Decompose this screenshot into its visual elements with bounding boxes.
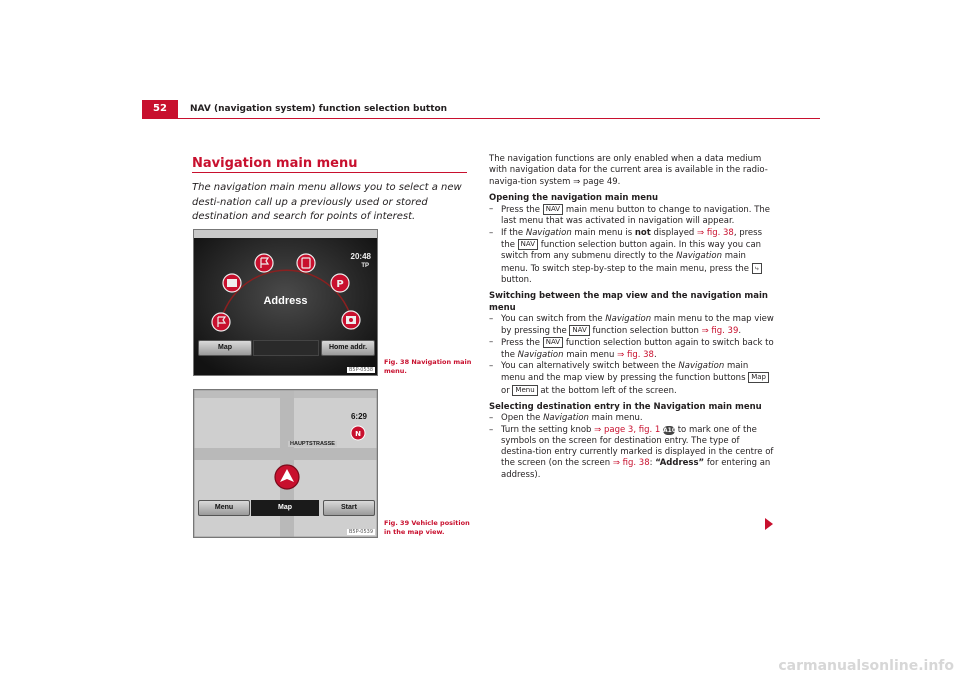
- list-item: – Open the Navigation main menu.: [489, 413, 774, 424]
- list-item: – You can alternatively switch between the Navigation main menu and the map view by pressing the function buttons Map or Menu at the bottom left of the screen.: [489, 361, 774, 397]
- svg-text:P: P: [336, 279, 344, 290]
- watermark: carmanualsonline.info: [778, 658, 954, 674]
- vehicle-position-icon: [275, 465, 299, 489]
- page-number: 52: [142, 100, 178, 118]
- poi-icon[interactable]: [297, 254, 315, 272]
- nav-key: NAV: [543, 337, 563, 348]
- camera-icon[interactable]: [342, 311, 360, 329]
- north-icon: [351, 426, 365, 440]
- start-button[interactable]: Start: [323, 500, 375, 516]
- subheading: Switching between the map view and the navigation main menu: [489, 291, 768, 313]
- running-title: NAV (navigation system) function selection button: [190, 104, 448, 114]
- address-label: Address: [263, 295, 308, 307]
- map-view-label: Map: [251, 500, 319, 516]
- page-link[interactable]: ⇒ page 3, fig. 1: [594, 424, 661, 435]
- fig-38-navigation-main-menu: [193, 229, 378, 376]
- back-key-icon: ⤷: [752, 263, 762, 274]
- subheading: Opening the navigation main menu: [489, 192, 659, 203]
- clock: 20:48: [350, 252, 371, 261]
- flag-icon[interactable]: [255, 254, 273, 272]
- nav-key: NAV: [543, 204, 563, 215]
- body-text: [489, 154, 774, 481]
- title-rule: [192, 172, 467, 173]
- nav-key: NAV: [518, 239, 538, 250]
- figure-tag: B5P-0539: [348, 529, 373, 535]
- start-flag-icon[interactable]: [212, 313, 230, 331]
- home-address-button[interactable]: Home addr.: [321, 340, 375, 356]
- knob-number-badge: A10: [663, 426, 676, 434]
- list-item: – Turn the setting knob ⇒ page 3, fig. 1 A10 to mark one of the symbols on the screen for destination entry. The type of destina-tion entry currently marked is displayed in the centre of the screen (on the screen ⇒ fig. 38: “Address” for entering an address).: [489, 425, 774, 481]
- section-title: Navigation main menu: [192, 156, 358, 171]
- menu-key: Menu: [512, 385, 537, 396]
- intro-paragraph: The navigation functions are only enabled when a data medium with navigation data for the current area is available in the radio-naviga-tion system ⇒ page 49.: [489, 154, 768, 187]
- fig-link[interactable]: ⇒ fig. 38: [612, 458, 650, 469]
- destination-icon[interactable]: [223, 274, 241, 292]
- clock: 6:29: [350, 412, 367, 421]
- fig-39-map-view: [193, 389, 378, 538]
- tp-indicator: TP: [361, 263, 369, 269]
- svg-text:N: N: [355, 430, 361, 438]
- list-item: – Press the NAV main menu button to change to navigation. The last menu that was activated in navigation will appear.: [489, 204, 774, 228]
- fig-link[interactable]: ⇒ fig. 38: [697, 227, 734, 238]
- section-intro: The navigation main menu allows you to select a new desti-nation call up a previously used or stored destination and search for points of interest.: [192, 182, 462, 222]
- parking-icon[interactable]: [331, 274, 349, 292]
- map-button[interactable]: Map: [198, 340, 252, 356]
- nav-key: NAV: [569, 325, 589, 336]
- header-rule: [142, 118, 820, 119]
- menu-button[interactable]: Menu: [198, 500, 250, 516]
- fig-38-caption: Fig. 38 Navigation main menu.: [384, 358, 472, 375]
- center-field: [253, 340, 319, 356]
- list-item: – If the Navigation main menu is not displayed ⇒ fig. 38, press the NAV function selection button again. In this way you can switch from any submenu directly to the Navigation main menu. To switch step-by-step to the main menu, press the ⤷ button.: [489, 228, 774, 286]
- map-key: Map: [748, 372, 769, 383]
- continue-arrow-icon: [765, 518, 773, 530]
- list-item: – Press the NAV function selection button again to switch back to the Navigation main menu ⇒ fig. 38.: [489, 337, 774, 361]
- street-label: HAUPTSTRASSE: [290, 441, 335, 447]
- fig-link[interactable]: ⇒ fig. 38: [617, 349, 654, 360]
- fig-link[interactable]: ⇒ fig. 39: [701, 326, 739, 337]
- fig-39-caption: Fig. 39 Vehicle position in the map view.: [384, 519, 470, 536]
- figure-tag: B5P-0538: [348, 367, 373, 373]
- subheading: Selecting destination entry in the Navigation main menu: [489, 401, 762, 412]
- list-item: – You can switch from the Navigation main menu to the map view by pressing the NAV function selection button ⇒ fig. 39.: [489, 314, 774, 338]
